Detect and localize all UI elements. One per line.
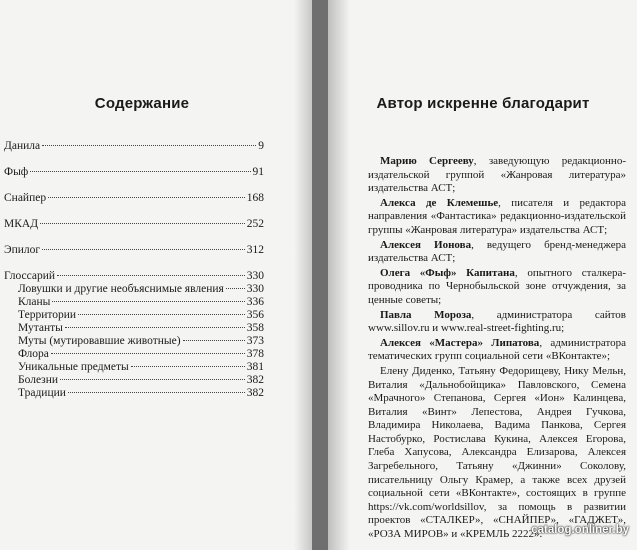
toc-entry-title: Глоссарий xyxy=(4,270,56,282)
acknowledged-person: Алекса де Клемешье xyxy=(380,196,499,209)
toc-title: Содержание xyxy=(94,95,190,112)
acknowledgement-text: Елену Диденко, Татьяну Федорищеву, Нику Мельн, Виталия «Дальнобойщика» Павловского, Семена «Мрачного» Степанова, Сергея «Ион» Калинцева, Виталия «Винт» Лепестова, Андрея Гучкова, Владимира Николаева, Вадима Панкова, Сергея Настобурко, Ростислава Кукина, Алексея Егорова, Глеба Хапусова, Александра Елизарова, Алексея Загребельного, Татьяну «Джинни» Соколову, писательницу Ольгу Крамер, а также всех друзей социальной сети «ВКонтакте», состоящих в группе https://vk.com/worldsillov, за помощь в развитии проектов «СТАЛКЕР», «СНАЙПЕР», «ГАДЖЕТ», «РОЗА МИРОВ» и «КРЕМЛЬ 2222». xyxy=(368,364,626,541)
acknowledgement-text: , администратора сайтов www.sillov.ru и www.real-street-fighting.ru; xyxy=(368,308,626,335)
toc-leader-dots xyxy=(42,145,256,146)
toc-entry-page: 330 xyxy=(246,283,264,295)
toc-entry-page: 373 xyxy=(246,335,264,347)
toc-entry-title: Данила xyxy=(4,140,41,152)
toc-entry-page: 9 xyxy=(258,140,264,152)
table-of-contents xyxy=(4,140,264,400)
toc-leader-dots xyxy=(78,314,245,315)
site-watermark: catalog.onliner.by xyxy=(531,524,629,536)
toc-entry-page: 381 xyxy=(246,361,264,373)
toc-entry-title: Снайпер xyxy=(4,192,47,204)
toc-entry-title: Флора xyxy=(18,348,49,360)
toc-leader-dots xyxy=(183,340,245,341)
toc-entry-page: 330 xyxy=(246,270,264,282)
toc-entry-page: 356 xyxy=(246,309,264,321)
toc-leader-dots xyxy=(60,379,245,380)
acknowledgement-paragraph xyxy=(368,197,626,238)
toc-entry xyxy=(4,192,264,205)
toc-entry-page: 378 xyxy=(246,348,264,360)
toc-leader-dots xyxy=(42,249,245,250)
toc-entry-title: Ловушки и другие необъяснимые явления xyxy=(18,283,224,295)
acknowledged-person: Олега «Фыф» Капитана xyxy=(380,266,515,279)
toc-entry-title: Кланы xyxy=(18,296,51,308)
acknowledged-person: Павла Мороза xyxy=(380,308,472,321)
acknowledged-person: Марию Сергееву xyxy=(380,155,474,167)
toc-entry xyxy=(4,361,264,374)
toc-entry-title: Муты (мутировавшие животные) xyxy=(18,335,181,347)
toc-entry-title: Традиции xyxy=(18,387,66,399)
toc-leader-dots xyxy=(51,353,245,354)
toc-entry xyxy=(4,218,264,231)
toc-leader-dots xyxy=(226,288,245,289)
acknowledgements-title: Автор искренне благодарит xyxy=(376,95,590,112)
toc-entry xyxy=(4,270,264,283)
acknowledgement-text: , ведущего бренд-менеджера издательства АСТ; xyxy=(368,238,626,265)
acknowledgement-paragraph xyxy=(368,337,626,364)
toc-entry xyxy=(4,244,264,257)
toc-entry-title: Территории xyxy=(18,309,77,321)
toc-entry xyxy=(4,374,264,387)
acknowledgement-text: , заведующую редакционно-издательской группой «Жанровая литература» издательства АСТ; xyxy=(368,155,626,195)
acknowledgement-paragraph xyxy=(368,155,626,196)
toc-entry-page: 336 xyxy=(246,296,264,308)
left-gutter-shadow xyxy=(294,0,312,550)
toc-entry-page: 382 xyxy=(246,387,264,399)
acknowledgement-paragraph xyxy=(368,239,626,266)
toc-entry xyxy=(4,348,264,361)
toc-leader-dots xyxy=(68,392,245,393)
acknowledgement-paragraph xyxy=(368,309,626,336)
toc-entry-title: Уникальные предметы xyxy=(18,361,129,373)
acknowledgement-text: , администратора тематических групп социальной сети «ВКонтакте»; xyxy=(368,336,626,363)
toc-entry-page: 312 xyxy=(246,244,264,256)
toc-entry xyxy=(4,296,264,309)
toc-entry-title: Болезни xyxy=(18,374,59,386)
toc-entry-page: 168 xyxy=(246,192,264,204)
toc-entry xyxy=(4,140,264,153)
toc-entry-page: 252 xyxy=(246,218,264,230)
toc-leader-dots xyxy=(52,301,244,302)
acknowledgements-text xyxy=(368,155,626,543)
toc-leader-dots xyxy=(30,171,250,172)
acknowledgement-paragraph xyxy=(368,267,626,308)
toc-entry xyxy=(4,387,264,400)
toc-entry-page: 358 xyxy=(246,322,264,334)
toc-entry-title: Эпилог xyxy=(4,244,41,256)
toc-leader-dots xyxy=(131,366,245,367)
toc-entry xyxy=(4,283,264,296)
toc-leader-dots xyxy=(40,223,245,224)
toc-entry xyxy=(4,335,264,348)
left-page xyxy=(0,0,312,550)
toc-leader-dots xyxy=(48,197,245,198)
toc-entry-title: МКАД xyxy=(4,218,39,230)
toc-leader-dots xyxy=(57,275,245,276)
toc-entry-page: 91 xyxy=(252,166,264,178)
toc-leader-dots xyxy=(65,327,245,328)
toc-entry xyxy=(4,309,264,322)
toc-entry-title: Мутанты xyxy=(18,322,63,334)
acknowledgement-text: , писателя и редактора направления «Фантастика» редакционно-издательской группы «Жанровая литература» издательства АСТ; xyxy=(368,196,626,236)
acknowledged-person: Алексея «Мастера» Липатова xyxy=(380,336,540,349)
right-gutter-shadow xyxy=(328,0,350,550)
toc-entry-page: 382 xyxy=(246,374,264,386)
toc-entry xyxy=(4,322,264,335)
right-page xyxy=(328,0,637,550)
acknowledged-person: Алексея Ионова xyxy=(380,238,472,251)
acknowledgement-paragraph xyxy=(368,365,626,542)
toc-entry xyxy=(4,166,264,179)
acknowledgement-text: , опытного сталкера-проводника по Чернобыльской зоне отчуждения, за ценные советы; xyxy=(368,266,626,306)
toc-entry-title: Фыф xyxy=(4,166,29,178)
